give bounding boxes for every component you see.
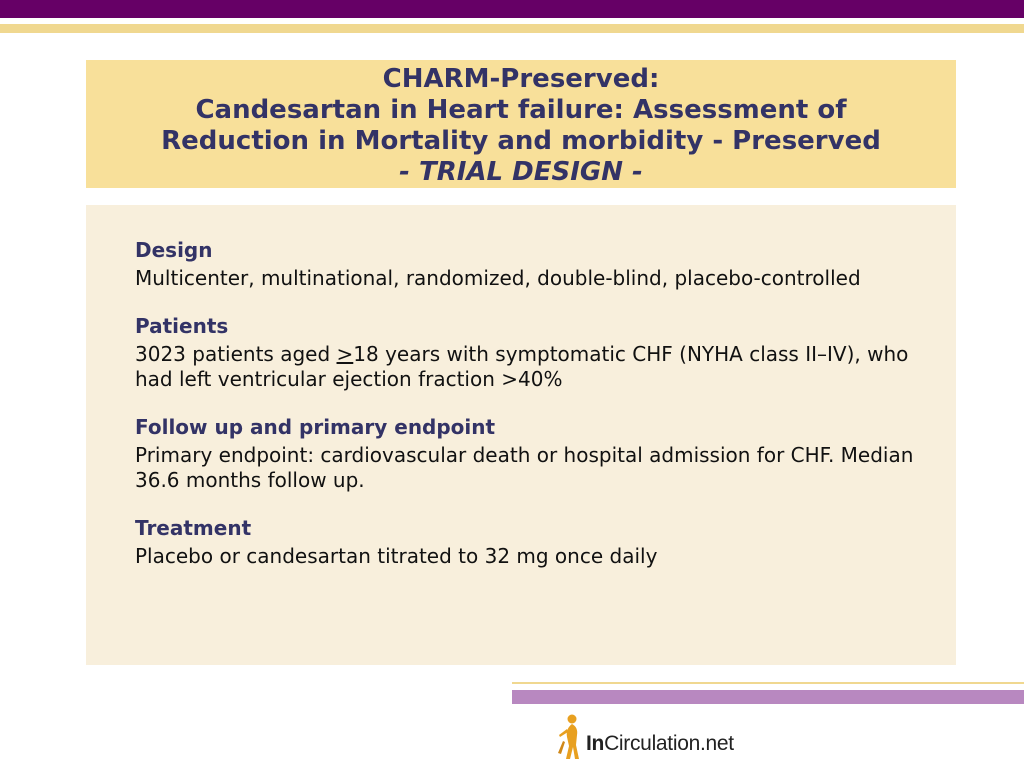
section-heading: Treatment [135,516,252,540]
patients-text-prefix: 3023 patients aged [135,342,337,366]
title-line-2: Candesartan in Heart failure: Assessment of [195,95,847,125]
patients-text-suffix: 18 years with symptomatic CHF (NYHA class II–IV), who had left ventricular ejection fraction >40% [135,342,909,391]
section-body: Multicenter, multinational, randomized, double-blind, placebo-controlled [135,266,861,290]
title-line-4: - TRIAL DESIGN - [399,157,643,187]
top-purple-bar [0,0,1024,18]
section-body: Placebo or candesartan titrated to 32 mg once daily [135,544,658,568]
logo-text [586,732,734,756]
section-heading: Follow up and primary endpoint [135,415,496,439]
greater-equal-symbol: > [336,342,354,366]
section-heading: Design [135,238,213,262]
section-body [135,342,936,392]
bottom-gold-line [512,682,1024,684]
content-panel [86,205,956,665]
incirculation-logo [556,712,734,762]
section-treatment [135,515,936,569]
logo-text-regular: Circulation.net [604,732,734,755]
slide-title [86,60,956,188]
title-line-1: CHARM-Preserved: [382,64,660,94]
section-body: Primary endpoint: cardiovascular death or hospital admission for CHF. Median 36.6 months follow up. [135,443,914,492]
bottom-purple-bar [512,690,1024,704]
section-patients [135,313,936,392]
logo-text-bold: In [586,732,605,755]
section-heading: Patients [135,314,229,338]
section-design [135,237,936,291]
person-figure-icon [556,713,584,761]
section-follow-up [135,414,936,493]
title-line-3: Reduction in Mortality and morbidity - Preserved [161,126,881,156]
top-gold-stripe [0,24,1024,33]
